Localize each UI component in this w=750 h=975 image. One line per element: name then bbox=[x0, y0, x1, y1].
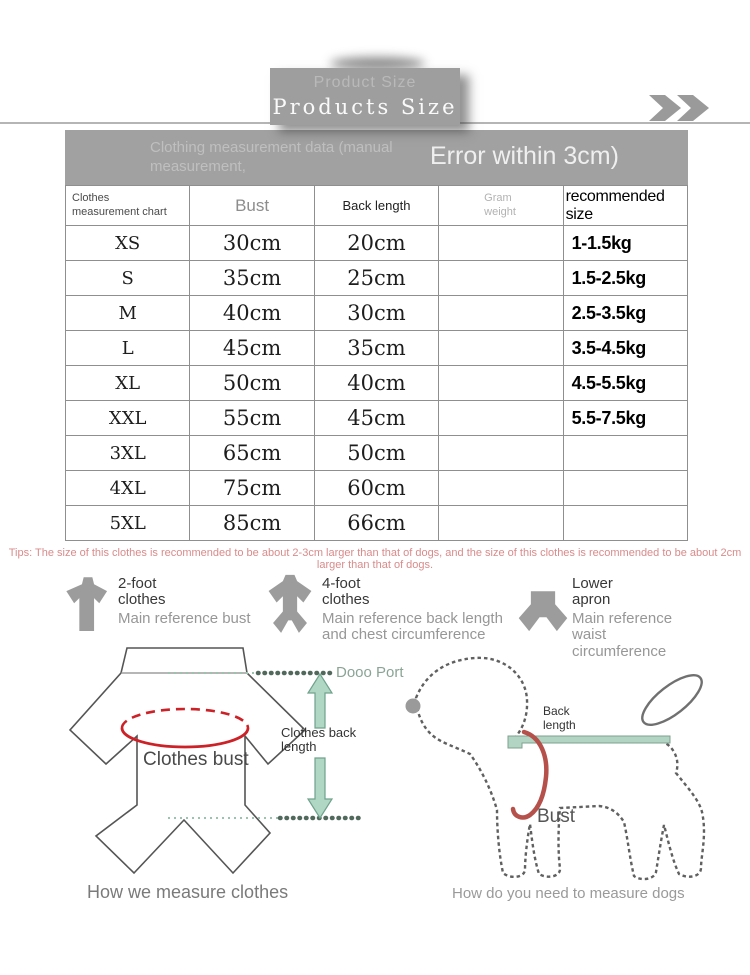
cell-gram bbox=[439, 331, 563, 366]
cell-bust: 75cm bbox=[190, 471, 314, 506]
cell-recommended: 4.5-5.5kg bbox=[563, 366, 687, 401]
cell-recommended: 1-1.5kg bbox=[563, 226, 687, 261]
cell-recommended bbox=[563, 471, 687, 506]
cell-back: 45cm bbox=[314, 401, 438, 436]
cell-recommended: 5.5-7.5kg bbox=[563, 401, 687, 436]
cell-size: 3XL bbox=[66, 436, 190, 471]
table-row bbox=[66, 471, 688, 506]
cell-gram bbox=[439, 401, 563, 436]
cell-gram bbox=[439, 261, 563, 296]
table-header-row bbox=[66, 186, 688, 226]
cell-bust: 65cm bbox=[190, 436, 314, 471]
cell-bust: 55cm bbox=[190, 401, 314, 436]
legend-title: Lower apron bbox=[572, 575, 613, 608]
size-table bbox=[65, 185, 688, 541]
cell-bust: 30cm bbox=[190, 226, 314, 261]
cell-size: XS bbox=[66, 226, 190, 261]
clothes-back-length-label: Clothes back length bbox=[281, 725, 357, 755]
cell-gram bbox=[439, 471, 563, 506]
lower-apron-icon bbox=[517, 589, 569, 635]
col-header-back-length: Back length bbox=[314, 186, 438, 226]
cell-size: M bbox=[66, 296, 190, 331]
dog-caption: How do you need to measure dogs bbox=[452, 885, 685, 902]
port-label: Dooo Port bbox=[336, 664, 404, 681]
dog-bust-label: Bust bbox=[537, 806, 576, 827]
title-ribbon bbox=[270, 68, 460, 125]
cell-size: XL bbox=[66, 366, 190, 401]
table-row bbox=[66, 296, 688, 331]
dog-outline bbox=[406, 658, 709, 879]
dog-tail bbox=[635, 667, 709, 733]
legend-desc: Main reference bust bbox=[118, 609, 251, 627]
cell-bust: 50cm bbox=[190, 366, 314, 401]
cell-gram bbox=[439, 366, 563, 401]
double-right-chevron-icon bbox=[645, 92, 711, 124]
legend-desc: Main reference back length and chest circumference bbox=[322, 609, 503, 643]
dog-back-length-label: Back length bbox=[543, 704, 576, 732]
col-header-recommended-size: recommended size bbox=[563, 186, 687, 226]
cell-size: S bbox=[66, 261, 190, 296]
cell-back: 30cm bbox=[314, 296, 438, 331]
table-row bbox=[66, 261, 688, 296]
four-foot-clothes-icon bbox=[263, 574, 317, 640]
clothes-bust-label: Clothes bust bbox=[143, 749, 249, 770]
cell-recommended bbox=[563, 436, 687, 471]
legend-desc: Main reference waist circumference bbox=[572, 609, 673, 660]
cell-back: 50cm bbox=[314, 436, 438, 471]
tips-note: Tips: The size of this clothes is recommended to be about 2-3cm larger than that of dogs, and the size of this clothes is recommended to be about 2cm larger than that of dogs. bbox=[8, 547, 742, 571]
legend-four-foot bbox=[322, 576, 522, 644]
cell-gram bbox=[439, 226, 563, 261]
table-row bbox=[66, 331, 688, 366]
table-row bbox=[66, 366, 688, 401]
cell-gram bbox=[439, 506, 563, 541]
cell-size: 4XL bbox=[66, 471, 190, 506]
table-banner bbox=[65, 130, 688, 185]
cell-bust: 35cm bbox=[190, 261, 314, 296]
table-row bbox=[66, 226, 688, 261]
col-header-gram-weight: Gram weight bbox=[439, 186, 563, 226]
cell-back: 60cm bbox=[314, 471, 438, 506]
cell-back: 25cm bbox=[314, 261, 438, 296]
page-title: Products Size bbox=[272, 95, 458, 119]
two-foot-clothes-icon bbox=[62, 576, 114, 634]
cell-bust: 45cm bbox=[190, 331, 314, 366]
cell-bust: 40cm bbox=[190, 296, 314, 331]
dog-nose bbox=[406, 699, 421, 714]
table-row bbox=[66, 506, 688, 541]
cell-size: 5XL bbox=[66, 506, 190, 541]
legend-title: 4-foot clothes bbox=[322, 575, 370, 608]
col-header-bust: Bust bbox=[190, 186, 314, 226]
cell-recommended: 3.5-4.5kg bbox=[563, 331, 687, 366]
banner-note: Clothing measurement data (manual measurement, bbox=[150, 139, 393, 175]
table-row bbox=[66, 401, 688, 436]
cell-back: 20cm bbox=[314, 226, 438, 261]
cell-bust: 85cm bbox=[190, 506, 314, 541]
cell-size: XXL bbox=[66, 401, 190, 436]
cell-back: 66cm bbox=[314, 506, 438, 541]
clothes-caption: How we measure clothes bbox=[87, 882, 289, 902]
cell-size: L bbox=[66, 331, 190, 366]
banner-error-note: Error within 3cm) bbox=[430, 142, 619, 170]
legend-title: 2-foot clothes bbox=[118, 575, 166, 608]
cell-recommended: 1.5-2.5kg bbox=[563, 261, 687, 296]
cell-recommended bbox=[563, 506, 687, 541]
cell-back: 40cm bbox=[314, 366, 438, 401]
cell-gram bbox=[439, 436, 563, 471]
col-header-chart: Clothes measurement chart bbox=[66, 186, 190, 226]
table-row bbox=[66, 436, 688, 471]
cell-gram bbox=[439, 296, 563, 331]
title-small: Product Size bbox=[313, 74, 417, 91]
cell-back: 35cm bbox=[314, 331, 438, 366]
cell-recommended: 2.5-3.5kg bbox=[563, 296, 687, 331]
